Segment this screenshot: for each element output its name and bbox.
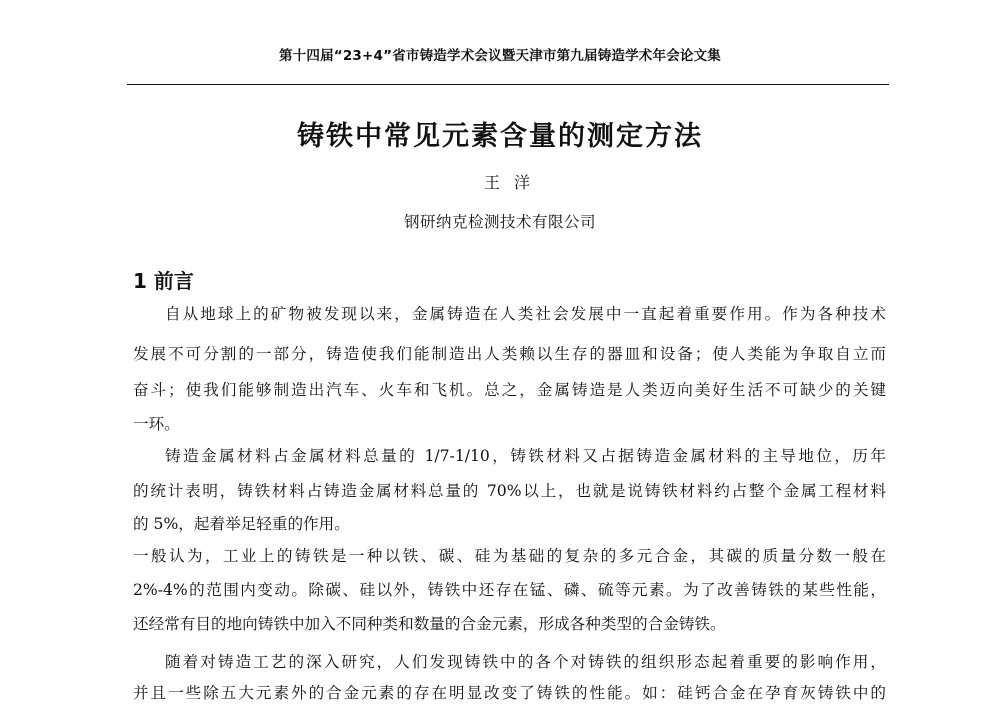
body-line: 2%-4%的范围内变动。除碳、硅以外，铸铁中还存在锰、磷、硫等元素。为了改善铸铁的某些性能， — [133, 581, 886, 599]
paper-title: 铸铁中常见元素含量的测定方法 — [297, 121, 703, 152]
body-line: 自从地球上的矿物被发现以来，金属铸造在人类社会发展中一直起着重要作用。作为各种技术 — [165, 305, 886, 323]
author-affiliation: 钢研纳克检测技术有限公司 — [403, 213, 596, 231]
header-rule — [127, 84, 889, 85]
body-line: 奋斗；使我们能够制造出汽车、火车和飞机。总之，金属铸造是人类迈向美好生活不可缺少的关键 — [133, 381, 886, 399]
body-line: 并且一些除五大元素外的合金元素的存在明显改变了铸铁的性能。如：硅钙合金在孕育灰铸铁中的 — [133, 684, 886, 702]
body-line: 的 5%，起着举足轻重的作用。 — [133, 515, 350, 533]
body-line: 的统计表明，铸铁材料占铸造金属材料总量的 70%以上，也就是说铸铁材料约占整个金属工程材料 — [133, 482, 886, 500]
body-line: 还经常有目的地向铸铁中加入不同种类和数量的合金元素，形成各种类型的合金铸铁。 — [133, 615, 726, 633]
body-line: 一般认为，工业上的铸铁是一种以铁、碳、硅为基础的复杂的多元合金，其碳的质量分数一般在 — [133, 547, 886, 565]
section-heading: 1 前言 — [133, 269, 194, 293]
body-line: 发展不可分割的一部分，铸造使我们能制造出人类赖以生存的器皿和设备；使人类能为争取自立而 — [133, 345, 886, 363]
body-line: 一环。 — [133, 415, 180, 433]
body-line: 随着对铸造工艺的深入研究，人们发现铸铁中的各个对铸铁的组织形态起着重要的影响作用， — [165, 653, 886, 671]
running-header: 第十四届“23+4”省市铸造学术会议暨天津市第九届铸造学术年会论文集 — [278, 48, 722, 64]
author-name: 王洋 — [483, 173, 544, 192]
body-line: 铸造金属材料占金属材料总量的 1/7-1/10，铸铁材料又占据铸造金属材料的主导地位，历年 — [165, 447, 886, 465]
